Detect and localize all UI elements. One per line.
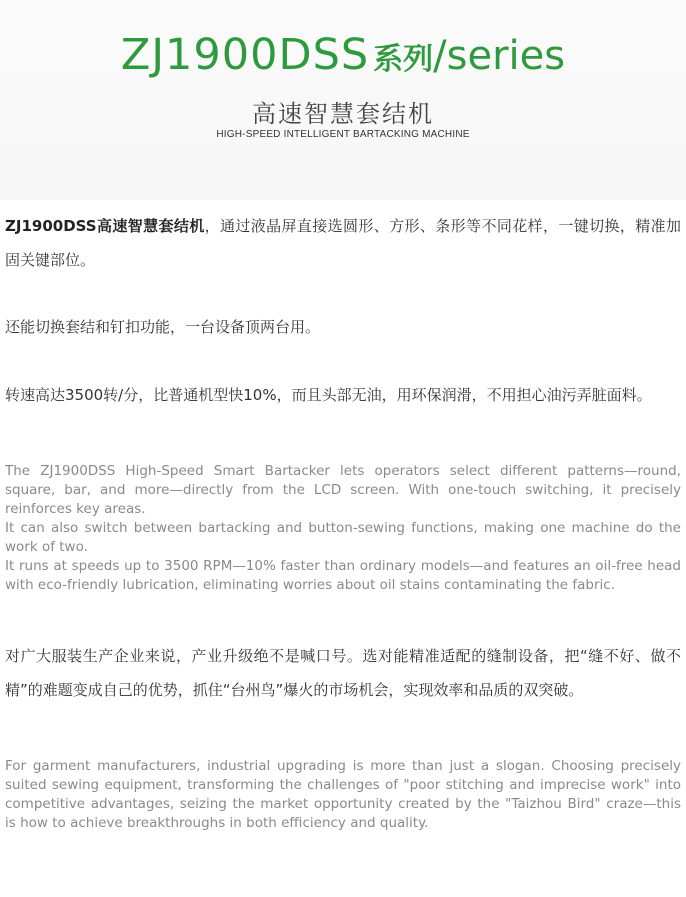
english-summary-line: The ZJ1900DSS High-Speed Smart Bartacker lets operators select different patterns—round, square, bar, and more—directly from the LCD screen. With one-touch switching, it precisely reinforces key areas. [5,463,681,517]
product-title [0,30,686,80]
english-summary-line: It can also switch between bartacking and button-sewing functions, making one machine do the work of two. [5,520,681,555]
english-summary-line: It runs at speeds up to 3500 RPM—10% faster than ordinary models—and features an oil-free head with eco-friendly lubrication, eliminating worries about oil stains contaminating the fabric. [5,558,681,593]
paragraph-intro-cn-text: ，通过液晶屏直接选圆形、方形、条形等不同花样，一键切换，精准加固关键部位。 [5,217,681,269]
paragraph-function-cn: 还能切换套结和钉扣功能，一台设备顶两台用。 [5,318,321,336]
paragraph-speed-cn: 转速高达3500转/分，比普通机型快10%，而且头部无油，用环保润滑，不用担心油污弄脏面料。 [5,386,652,404]
series-label-cn: 系列 [373,42,434,77]
paragraph-intro-cn [5,209,681,277]
english-industry-text: For garment manufacturers, industrial upgrading is more than just a slogan. Choosing precisely suited sewing equipment, transforming the challenges of "poor stitching and imprecise work" into competitive advantages, seizing the market opportunity created by the "Taizhou Bird" craze—this is how to achieve breakthroughs in both efficiency and quality. [5,758,681,831]
english-industry-block [5,757,681,833]
paragraph-industry-cn: 对广大服装生产企业来说，产业升级绝不是喊口号。选对能精准适配的缝制设备，把“缝不好、做不精”的难题变成自己的优势，抓住“台州鸟”爆火的市场机会，实现效率和品质的双突破。 [5,647,681,699]
product-name-bold: ZJ1900DSS高速智慧套结机 [5,217,205,235]
subtitle-en: HIGH-SPEED INTELLIGENT BARTACKING MACHINE [216,129,470,140]
subtitle-cn: 高速智慧套结机 [252,100,434,128]
model-name: ZJ1900DSS [120,30,370,80]
header-banner [0,0,686,200]
series-label-en: /series [433,33,566,79]
english-summary-block [5,462,681,595]
